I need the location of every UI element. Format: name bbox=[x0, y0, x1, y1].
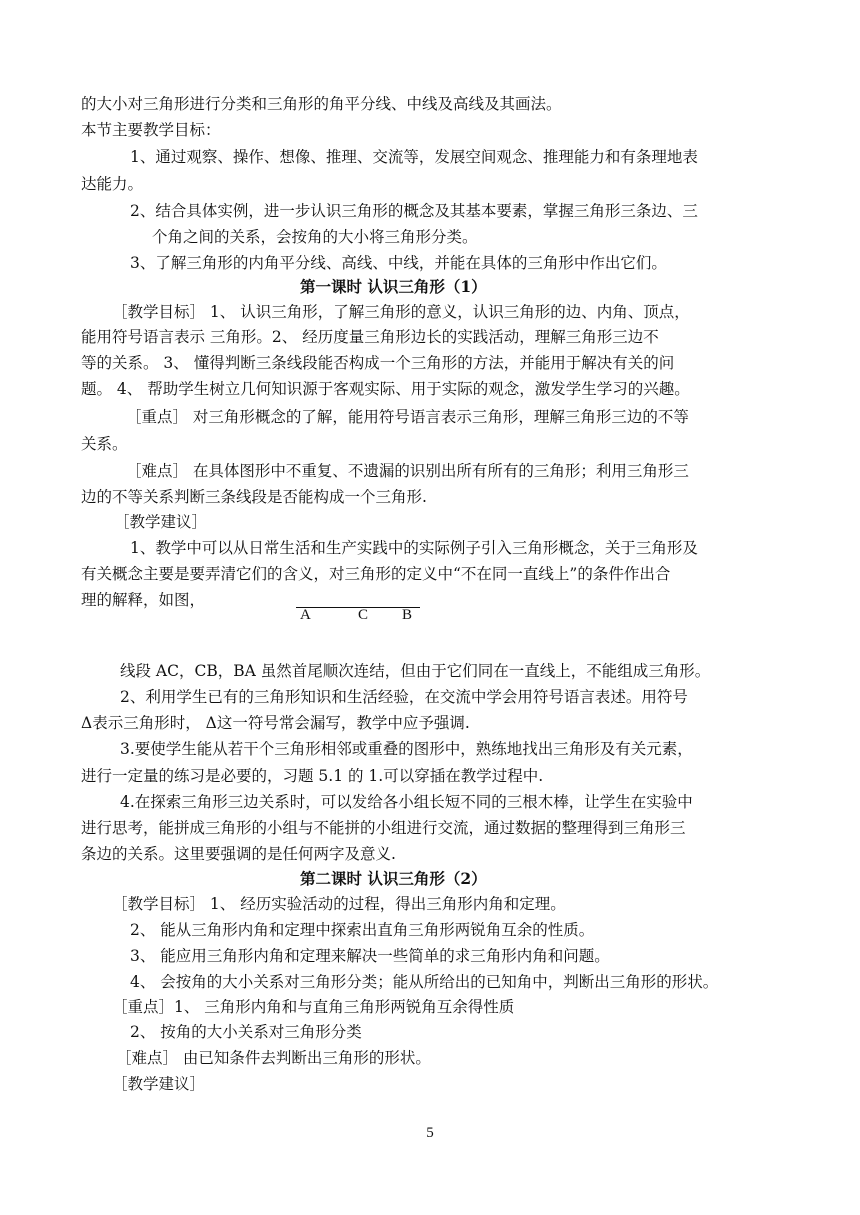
point-label-c: C bbox=[358, 607, 369, 623]
text-line: 3、了解三角形的内角平分线、高线、中线，并能在具体的三角形中作出它们。 bbox=[130, 254, 667, 272]
text-line: 理的解释，如图， bbox=[81, 591, 206, 609]
text-line: 1、教学中可以从日常生活和生产实践中的实际例子引入三角形概念，关于三角形及 bbox=[130, 539, 698, 557]
text-line: ［难点］ 在具体图形中不重复、不遗漏的识别出所有所有的三角形；利用三角形三 bbox=[126, 462, 689, 480]
text-line: 本节主要教学目标： bbox=[81, 121, 221, 139]
text-line: 4.在探索三角形三边关系时，可以发给各小组长短不同的三根木棒，让学生在实验中 bbox=[120, 793, 693, 811]
text-line: 题。 4、 帮助学生树立几何知识源于客观实际、用于实际的观念，激发学生学习的兴趣。 bbox=[81, 380, 690, 398]
text-line: 2、结合具体实例，进一步认识三角形的概念及其基本要素，掌握三角形三条边、三 bbox=[130, 202, 698, 220]
text-line: ［重点］1、 三角形内角和与直角三角形两锐角互余得性质 bbox=[112, 998, 515, 1016]
text-line: 3.要使学生能从若干个三角形相邻或重叠的图形中，熟练地找出三角形及有关元素， bbox=[120, 740, 693, 758]
text-line: 4、 会按角的大小关系对三角形分类；能从所给出的已知角中，判断出三角形的形状。 bbox=[130, 973, 719, 991]
text-line: 条边的关系。这里要强调的是任何两字及意义. bbox=[81, 845, 396, 863]
text-line: ［教学目标］ 1、 经历实验活动的过程，得出三角形内角和定理。 bbox=[112, 895, 566, 913]
text-line: 等的关系。 3、 懂得判断三条线段能否构成一个三角形的方法，并能用于解决有关的问 bbox=[81, 354, 675, 372]
section-heading: 第二课时 认识三角形（2） bbox=[300, 869, 487, 888]
text-line: ［教学建议］ bbox=[114, 513, 208, 531]
text-line: 进行一定量的练习是必要的，习题 5.1 的 1.可以穿插在教学过程中. bbox=[81, 767, 544, 785]
text-line: 2、 按角的大小关系对三角形分类 bbox=[130, 1023, 362, 1041]
section-heading: 第一课时 认识三角形（1） bbox=[300, 277, 487, 296]
text-line: 边的不等关系判断三条线段是否能构成一个三角形. bbox=[81, 488, 427, 506]
text-line: 达能力。 bbox=[81, 175, 144, 193]
text-line: ［难点］ 由已知条件去判断出三角形的形状。 bbox=[116, 1049, 431, 1067]
text-line: 线段 AC，CB，BA 虽然首尾顺次连结，但由于它们同在一直线上，不能组成三角形。 bbox=[120, 662, 711, 680]
text-line: 有关概念主要是要弄清它们的含义，对三角形的定义中“不在同一直线上”的条件作出合 bbox=[81, 565, 671, 583]
text-line: Δ表示三角形时， Δ这一符号常会漏写，教学中应予强调. bbox=[81, 714, 470, 732]
page-number: 5 bbox=[426, 1125, 434, 1141]
point-label-a: A bbox=[300, 607, 311, 623]
text-line: 进行思考，能拼成三角形的小组与不能拼的小组进行交流，通过数据的整理得到三角形三 bbox=[81, 819, 686, 837]
point-label-b: B bbox=[402, 607, 413, 623]
text-line: ［重点］ 对三角形概念的了解，能用符号语言表示三角形，理解三角形三边的不等 bbox=[126, 408, 689, 426]
text-line: 2、 能从三角形内角和定理中探索出直角三角形两锐角互余的性质。 bbox=[130, 921, 595, 939]
text-line: 的大小对三角形进行分类和三角形的角平分线、中线及高线及其画法。 bbox=[81, 95, 562, 113]
text-line: 2、利用学生已有的三角形知识和生活经验，在交流中学会用符号语言表述。用符号 bbox=[120, 688, 688, 706]
text-line: ［教学目标］ 1、 认识三角形，了解三角形的意义，认识三角形的边、内角、顶点， bbox=[112, 303, 690, 321]
text-line: 关系。 bbox=[81, 435, 128, 453]
text-line: ［教学建议］ bbox=[112, 1075, 206, 1093]
text-line: 1、通过观察、操作、想像、推理、交流等，发展空间观念、推理能力和有条理地表 bbox=[130, 148, 698, 166]
text-line: 个角之间的关系，会按角的大小将三角形分类。 bbox=[152, 228, 478, 246]
text-line: 3、 能应用三角形内角和定理来解决一些简单的求三角形内角和问题。 bbox=[130, 947, 610, 965]
text-line: 能用符号语言表示 三角形。2、 经历度量三角形边长的实践活动，理解三角形三边不 bbox=[81, 328, 659, 346]
